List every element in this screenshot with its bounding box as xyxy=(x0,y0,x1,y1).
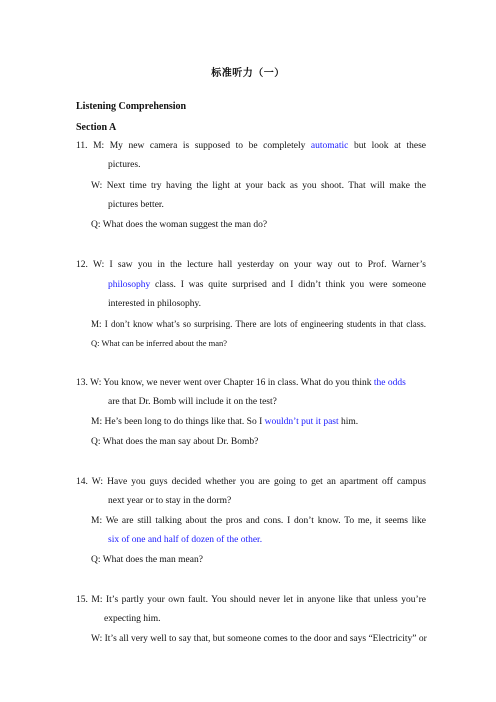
q14-man-line-1: M: We are still talking about the pros and cons. I don’t know. To me, it seems like xyxy=(91,516,426,526)
q11-woman-line-1: W: Next time try having the light at your back as you shoot. That will make the xyxy=(91,181,426,191)
q12-question: Q: What can be inferred about the man? xyxy=(91,338,228,348)
q11-woman-line-2: pictures better. xyxy=(108,200,164,210)
q14-woman-line-2: next year or to stay in the dorm? xyxy=(108,496,232,506)
highlight-philosophy: philosophy xyxy=(108,280,151,290)
q13-question: Q: What does the man say about Dr. Bomb? xyxy=(91,437,259,447)
q12-woman-line-1: 12. W: I saw you in the lecture hall yesterday on your way out to Prof. Warner’s xyxy=(76,260,426,270)
highlight-the-odds: the odds xyxy=(373,378,406,388)
q13-woman-line-1: 13. W: You know, we never went over Chapter 16 in class. What do you think the odds xyxy=(76,378,406,388)
q13-woman-line-2: are that Dr. Bomb will include it on the test? xyxy=(108,397,277,407)
q12-woman-line-3: interested in philosophy. xyxy=(108,299,202,309)
q14-question: Q: What does the man mean? xyxy=(91,555,203,565)
section-heading: Listening Comprehension xyxy=(76,101,187,112)
q11-question: Q: What does the woman suggest the man do? xyxy=(91,220,268,230)
highlight-automatic: automatic xyxy=(310,141,349,151)
q14-woman-line-1: 14. W: Have you guys decided whether you are going to get an apartment off campus xyxy=(76,477,426,487)
q12-woman-line-2: philosophy class. I was quite surprised and I didn’t think you were someone xyxy=(108,280,426,290)
q12-man-line-1: M: I don’t know what’s so surprising. There are lots of engineering students in that class. xyxy=(91,319,426,329)
q15-man-line-1: 15. M: It’s partly your own fault. You should never let in anyone like that unless you’re xyxy=(76,595,426,605)
document-title: 标准听力（一） xyxy=(211,68,285,79)
q15-woman-line-1: W: It’s all very well to say that, but someone comes to the door and says “Electricity” or xyxy=(91,634,427,644)
highlight-wouldnt-put-it-past: wouldn’t put it past xyxy=(264,417,339,427)
part-heading: Section A xyxy=(76,122,117,133)
q11-man-line-2: pictures. xyxy=(108,160,141,170)
q11-man-line-1: 11. M: My new camera is supposed to be completely automatic but look at these xyxy=(76,141,427,151)
q15-man-line-2: expecting him. xyxy=(104,614,161,624)
highlight-six-of-one: six of one and half of dozen of the other. xyxy=(108,535,263,545)
q13-man-line-1: M: He’s been long to do things like that. So I wouldn’t put it past him. xyxy=(91,417,359,427)
